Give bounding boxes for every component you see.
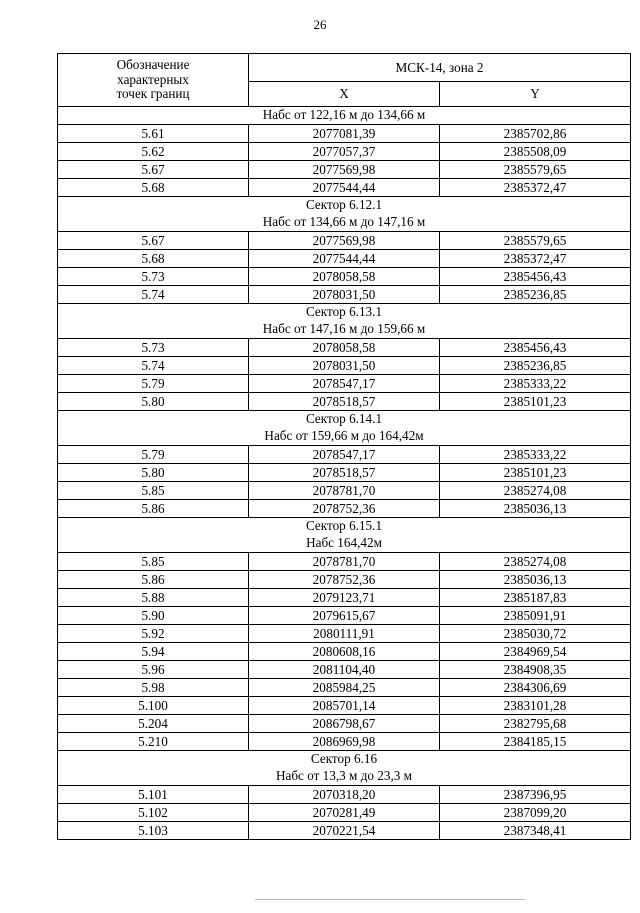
table-row [58,661,631,679]
x-coordinate-cell: 2077057,37 [249,143,440,161]
point-id-cell: 5.100 [58,697,249,715]
table-row [58,161,631,179]
point-id-cell: 5.204 [58,715,249,733]
point-id-cell: 5.79 [58,375,249,393]
table-row [58,553,631,571]
y-coordinate-cell: 2382795,68 [440,715,631,733]
point-id-cell: 5.88 [58,589,249,607]
section-header [58,304,631,339]
table-row [58,625,631,643]
point-id-cell: 5.94 [58,643,249,661]
x-coordinate-cell: 2080111,91 [249,625,440,643]
section-label: Набс от 13,3 м до 23,3 м [275,768,413,783]
x-coordinate-cell: 2079123,71 [249,589,440,607]
table-row [58,822,631,840]
x-coordinate-cell: 2078781,70 [249,553,440,571]
y-coordinate-cell: 2385333,22 [440,375,631,393]
y-coordinate-cell: 2384969,54 [440,643,631,661]
table-row [58,250,631,268]
table-row [58,679,631,697]
y-coordinate-cell: 2385456,43 [440,268,631,286]
x-coordinate-cell: 2078518,57 [249,464,440,482]
y-coordinate-cell: 2384185,15 [440,733,631,751]
table-row [58,232,631,250]
y-coordinate-cell: 2384306,69 [440,679,631,697]
x-coordinate-cell: 2077569,98 [249,161,440,179]
y-coordinate-cell: 2385091,91 [440,607,631,625]
y-coordinate-cell: 2385187,83 [440,589,631,607]
table-row [58,125,631,143]
section-label: Сектор 6.12.1 [305,197,383,212]
y-coordinate-cell: 2387348,41 [440,822,631,840]
y-coordinate-cell: 2385579,65 [440,161,631,179]
x-coordinate-cell: 2078058,58 [249,339,440,357]
y-coordinate-cell: 2387099,20 [440,804,631,822]
section-label: Сектор 6.15.1 [305,518,383,533]
table-row [58,589,631,607]
table-row [58,733,631,751]
y-coordinate-cell: 2385236,85 [440,286,631,304]
point-label-line: точек границ [116,86,190,102]
table-row [58,643,631,661]
section-header-row [58,197,631,232]
section-label: Набс от 147,16 м до 159,66 м [262,321,426,336]
table-row [58,268,631,286]
table-row [58,375,631,393]
point-id-cell: 5.103 [58,822,249,840]
point-id-cell: 5.61 [58,125,249,143]
y-coordinate-cell: 2384908,35 [440,661,631,679]
point-id-cell: 5.96 [58,661,249,679]
point-id-cell: 5.86 [58,571,249,589]
x-coordinate-cell: 2070281,49 [249,804,440,822]
table-row [58,464,631,482]
y-coordinate-cell: 2383101,28 [440,697,631,715]
table-row [58,393,631,411]
x-coordinate-cell: 2078518,57 [249,393,440,411]
point-id-cell: 5.79 [58,446,249,464]
point-id-cell: 5.101 [58,786,249,804]
y-column-header: Y [440,82,631,107]
x-coordinate-cell: 2086798,67 [249,715,440,733]
y-coordinate-cell: 2385030,72 [440,625,631,643]
point-id-cell: 5.74 [58,286,249,304]
x-coordinate-cell: 2078752,36 [249,571,440,589]
x-coordinate-cell: 2077569,98 [249,232,440,250]
x-coordinate-cell: 2078031,50 [249,357,440,375]
point-label-line: характерных [117,71,189,87]
table-row [58,804,631,822]
x-coordinate-cell: 2078781,70 [249,482,440,500]
x-coordinate-cell: 2078031,50 [249,286,440,304]
y-coordinate-cell: 2385274,08 [440,482,631,500]
y-coordinate-cell: 2385036,13 [440,500,631,518]
table-row [58,571,631,589]
x-coordinate-cell: 2078752,36 [249,500,440,518]
point-id-cell: 5.68 [58,250,249,268]
section-header-row [58,411,631,446]
point-id-cell: 5.80 [58,393,249,411]
x-coordinate-cell: 2078547,17 [249,446,440,464]
table-row [58,786,631,804]
point-id-cell: 5.67 [58,161,249,179]
point-id-cell: 5.67 [58,232,249,250]
y-coordinate-cell: 2385236,85 [440,357,631,375]
table-row [58,446,631,464]
point-id-cell: 5.80 [58,464,249,482]
section-header [58,197,631,232]
section-header [58,411,631,446]
x-coordinate-cell: 2079615,67 [249,607,440,625]
section-header [58,518,631,553]
x-coordinate-cell: 2078058,58 [249,268,440,286]
section-header-row [58,107,631,125]
table-row [58,179,631,197]
point-id-cell: 5.85 [58,553,249,571]
point-id-cell: 5.86 [58,500,249,518]
table-row [58,357,631,375]
x-coordinate-cell: 2081104,40 [249,661,440,679]
x-coordinate-cell: 2077081,39 [249,125,440,143]
x-coordinate-cell: 2086969,98 [249,733,440,751]
x-coordinate-cell: 2085701,14 [249,697,440,715]
section-header-row [58,304,631,339]
section-label: Сектор 6.13.1 [305,304,383,319]
table-row [58,715,631,733]
table-body [58,107,631,840]
y-coordinate-cell: 2385579,65 [440,232,631,250]
table-row [58,482,631,500]
y-coordinate-cell: 2385372,47 [440,250,631,268]
coordinates-table [57,53,631,840]
section-header [58,751,631,786]
section-label: Сектор 6.14.1 [305,411,383,426]
x-column-header: X [249,82,440,107]
y-coordinate-cell: 2385333,22 [440,446,631,464]
section-label: Набс от 134,66 м до 147,16 м [262,214,426,229]
x-coordinate-cell: 2080608,16 [249,643,440,661]
page-number: 26 [313,17,327,32]
point-id-cell: 5.74 [58,357,249,375]
table-row [58,500,631,518]
table-row [58,339,631,357]
x-coordinate-cell: 2077544,44 [249,179,440,197]
x-coordinate-cell: 2070318,20 [249,786,440,804]
table-row [58,286,631,304]
y-coordinate-cell: 2385456,43 [440,339,631,357]
section-label: Набс от 122,16 м до 134,66 м [262,107,426,122]
table-header [58,54,631,107]
point-id-cell: 5.98 [58,679,249,697]
y-coordinate-cell: 2387396,95 [440,786,631,804]
y-coordinate-cell: 2385274,08 [440,553,631,571]
point-id-cell: 5.92 [58,625,249,643]
point-id-cell: 5.68 [58,179,249,197]
y-coordinate-cell: 2385702,86 [440,125,631,143]
y-coordinate-cell: 2385508,09 [440,143,631,161]
section-header-row [58,518,631,553]
y-coordinate-cell: 2385372,47 [440,179,631,197]
section-header-row [58,751,631,786]
point-label-header [58,54,249,107]
y-coordinate-cell: 2385036,13 [440,571,631,589]
point-id-cell: 5.62 [58,143,249,161]
point-id-cell: 5.210 [58,733,249,751]
table-row [58,607,631,625]
point-id-cell: 5.73 [58,339,249,357]
y-coordinate-cell: 2385101,23 [440,464,631,482]
section-label: Набс от 159,66 м до 164,42м [264,428,424,443]
point-id-cell: 5.85 [58,482,249,500]
point-id-cell: 5.102 [58,804,249,822]
point-id-cell: 5.73 [58,268,249,286]
x-coordinate-cell: 2085984,25 [249,679,440,697]
page-bottom-rule [255,899,525,900]
section-label: Сектор 6.16 [310,751,378,766]
section-label: Набс 164,42м [306,535,382,550]
zone-header: МСК-14, зона 2 [249,54,631,82]
point-label-line: Обозначение [116,57,190,73]
table-row [58,143,631,161]
point-id-cell: 5.90 [58,607,249,625]
y-coordinate-cell: 2385101,23 [440,393,631,411]
x-coordinate-cell: 2078547,17 [249,375,440,393]
section-header [58,107,631,125]
x-coordinate-cell: 2070221,54 [249,822,440,840]
table-row [58,697,631,715]
x-coordinate-cell: 2077544,44 [249,250,440,268]
